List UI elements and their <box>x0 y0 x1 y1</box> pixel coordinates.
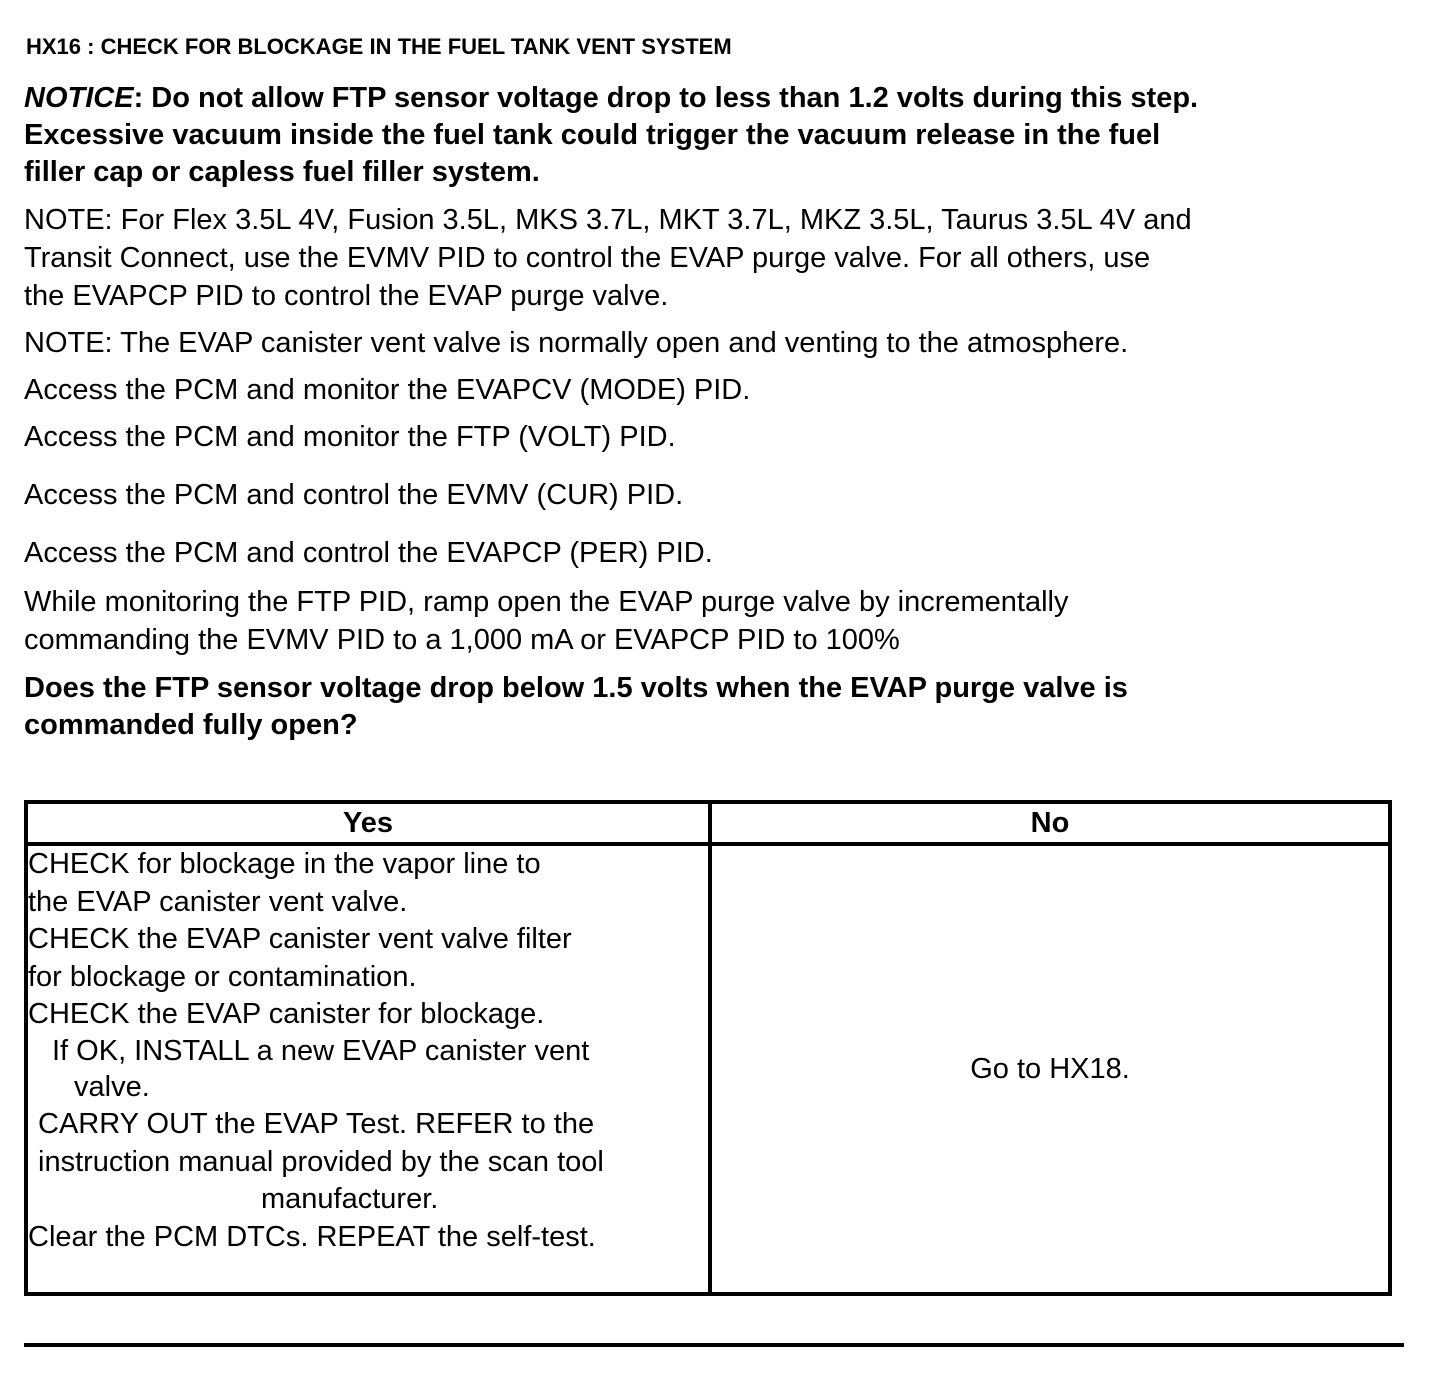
notice-line: Excessive vacuum inside the fuel tank could trigger the vacuum release in the fuel <box>24 119 1161 151</box>
step-text: Access the PCM and control the EVMV (CUR) PID. <box>24 479 684 511</box>
notice-block <box>24 80 1414 191</box>
yes-cell <box>26 844 710 1294</box>
table-row <box>26 844 1390 1294</box>
yes-line: If OK, INSTALL a new EVAP canister vent <box>52 1034 590 1067</box>
step-evapcp <box>24 534 1424 572</box>
yes-line: CHECK the EVAP canister for blockage. <box>28 998 545 1030</box>
note-vent-valve <box>24 324 1424 362</box>
step-text: Access the PCM and monitor the EVAPCV (MODE) PID. <box>24 374 751 406</box>
note-line: NOTE: The EVAP canister vent valve is normally open and venting to the atmosphere. <box>24 327 1129 359</box>
step-evmv <box>24 476 1424 514</box>
no-cell: Go to HX18. <box>710 844 1390 1294</box>
yes-line: the EVAP canister vent valve. <box>28 885 408 918</box>
note-line: Transit Connect, use the EVMV PID to control the EVAP purge valve. For all others, use <box>24 242 1151 274</box>
yes-line: valve. <box>74 1070 150 1103</box>
no-header: No <box>710 802 1390 844</box>
yes-line: CARRY OUT the EVAP Test. REFER to the <box>38 1108 595 1140</box>
step-ftp <box>24 418 1424 456</box>
question-line: commanded fully open? <box>24 709 358 741</box>
notice-label: NOTICE <box>24 82 134 114</box>
yes-line: Clear the PCM DTCs. REPEAT the self-test. <box>28 1220 596 1253</box>
yes-line: for blockage or contamination. <box>28 960 417 993</box>
question-line: Does the FTP sensor voltage drop below 1.5 volts when the EVAP purge valve is <box>24 672 1128 704</box>
decision-table <box>24 800 1392 1296</box>
page-title: HX16 : CHECK FOR BLOCKAGE IN THE FUEL TANK VENT SYSTEM <box>26 34 732 59</box>
monitoring-line: While monitoring the FTP PID, ramp open the EVAP purge valve by incrementally <box>24 586 1069 618</box>
decision-question <box>24 670 1128 744</box>
yes-line: CHECK for blockage in the vapor line to <box>28 848 541 880</box>
step-evapcv <box>24 371 1424 409</box>
bottom-divider <box>24 1343 1404 1347</box>
note-line: NOTE: For Flex 3.5L 4V, Fusion 3.5L, MKS 3.7L, MKT 3.7L, MKZ 3.5L, Taurus 3.5L 4V and <box>24 204 1192 236</box>
yes-line: instruction manual provided by the scan tool <box>38 1145 604 1178</box>
yes-line: manufacturer. <box>261 1183 439 1215</box>
table-header-row <box>26 802 1390 844</box>
note-vehicle-specific <box>24 201 1424 315</box>
notice-line: filler cap or capless fuel filler system. <box>24 156 540 188</box>
notice-line: : Do not allow FTP sensor voltage drop to less than 1.2 volts during this step. <box>133 82 1199 114</box>
yes-line: CHECK the EVAP canister vent valve filter <box>28 923 572 955</box>
monitoring-line: commanding the EVMV PID to a 1,000 mA or EVAPCP PID to 100% <box>24 624 900 656</box>
note-line: the EVAPCP PID to control the EVAP purge valve. <box>24 280 669 312</box>
monitoring-instruction <box>24 583 1424 659</box>
step-text: Access the PCM and monitor the FTP (VOLT) PID. <box>24 421 676 453</box>
yes-header: Yes <box>26 802 710 844</box>
step-text: Access the PCM and control the EVAPCP (PER) PID. <box>24 537 713 569</box>
